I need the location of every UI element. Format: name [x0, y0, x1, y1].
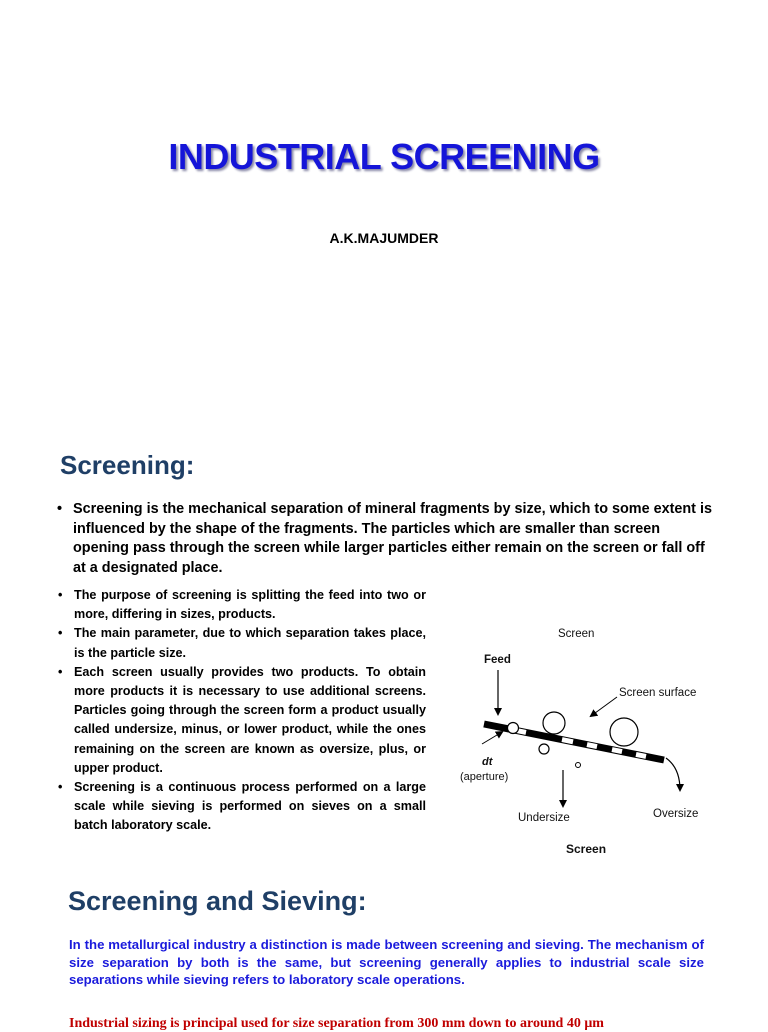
screening-sieving-paragraph: In the metallurgical industry a distinction is made between screening and sieving. The mechanism of size separation by both is the same, but screening generally applies to industrial scale size separations while sieving refers to laboratory scale operations.	[69, 937, 704, 987]
list-item: • Screening is the mechanical separation of mineral fragments by size, which to some extent is influenced by the shape of the fragments. The particles which are smaller than screen opening pass through the screen while larger particles either remain on the screen or fall off at a designated place.	[57, 500, 717, 578]
diagram-label-dt: dt	[482, 756, 493, 768]
particle	[539, 744, 549, 754]
particle	[508, 723, 519, 734]
section-heading-screening: Screening:	[60, 450, 195, 480]
particle	[543, 712, 565, 734]
diagram-label-screen-surface: Screen surface	[619, 687, 697, 699]
diagram-caption: Screen	[566, 842, 607, 856]
list-item: • The purpose of screening is splitting the feed into two or more, differing in sizes, products.	[58, 586, 426, 624]
list-item: • The main parameter, due to which separation takes place, is the particle size.	[58, 624, 426, 662]
screening-details-list	[58, 586, 426, 836]
particle	[576, 763, 581, 768]
oversize-arrow	[666, 758, 680, 790]
diagram-label-undersize: Undersize	[518, 812, 570, 824]
section-heading-screening-sieving: Screening and Sieving:	[68, 886, 367, 916]
list-item: • Screening is a continuous process performed on a large scale while sieving is performed on sieves on a small batch laboratory scale.	[58, 778, 426, 836]
list-item: • Each screen usually provides two products. To obtain more products it is necessary to use additional screens. Particles going through the screen form a product usually called undersize, minus, or lower product, while the ones remaining on the screen are known as oversize, plus, or upper product.	[58, 663, 426, 778]
screen-diagram	[452, 620, 722, 860]
diagram-label-feed: Feed	[484, 654, 511, 666]
screening-definition-list	[57, 500, 717, 578]
partial-text-line: Industrial sizing is principal used for size separation from 300 mm down to around 40 μm	[69, 1016, 604, 1031]
diagram-label-screen: Screen	[558, 628, 595, 640]
document-title: INDUSTRIAL SCREENING	[168, 136, 600, 177]
particle	[610, 718, 638, 746]
author-name: A.K.MAJUMDER	[329, 230, 439, 246]
diagram-label-oversize: Oversize	[653, 808, 699, 820]
diagram-label-aperture: (aperture)	[460, 771, 509, 783]
aperture-pointer	[482, 732, 502, 744]
surface-pointer-arrow	[591, 697, 617, 716]
